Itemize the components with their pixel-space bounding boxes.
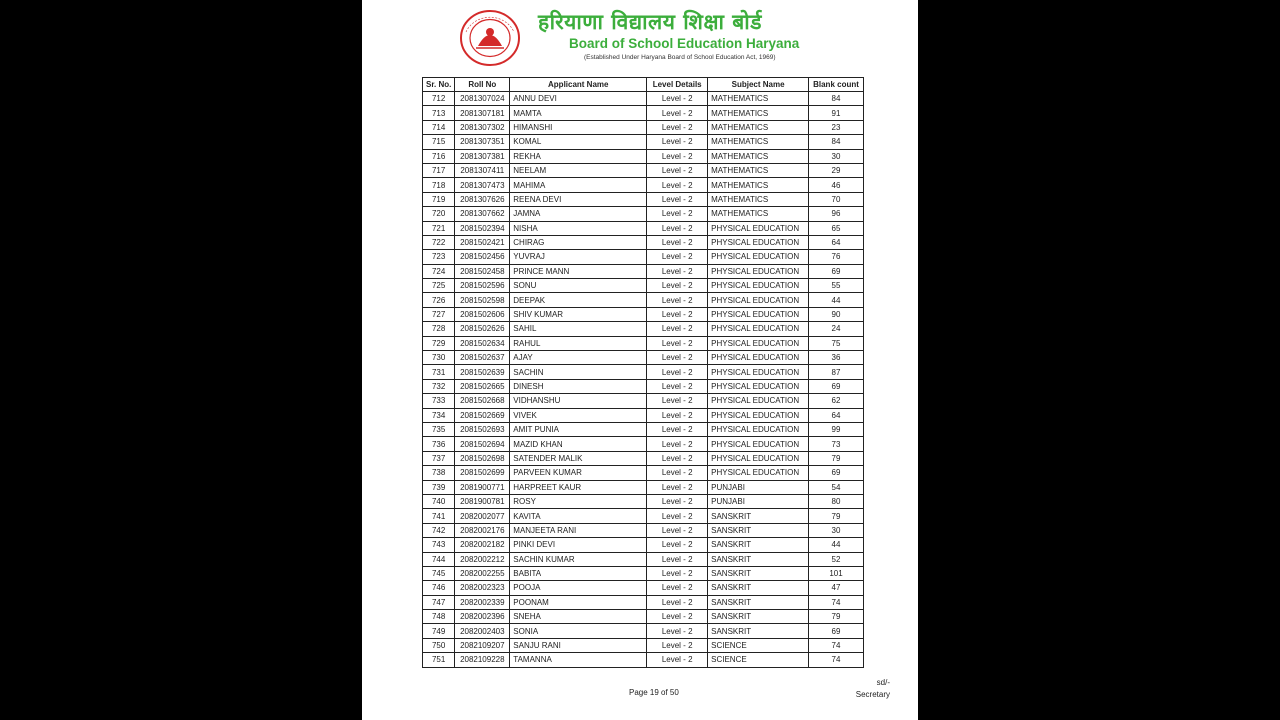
subject-cell: SCIENCE bbox=[708, 653, 809, 667]
sr-no-cell: 719 bbox=[423, 192, 455, 206]
roll-no-cell: 2081502698 bbox=[455, 451, 510, 465]
subject-cell: MATHEMATICS bbox=[708, 178, 809, 192]
roll-no-cell: 2081900771 bbox=[455, 480, 510, 494]
table-row bbox=[423, 322, 864, 336]
roll-no-cell: 2081900781 bbox=[455, 494, 510, 508]
table-row bbox=[423, 307, 864, 321]
board-title-english: Board of School Education Haryana bbox=[569, 36, 800, 51]
blank-count-cell: 47 bbox=[809, 581, 864, 595]
blank-count-cell: 79 bbox=[809, 509, 864, 523]
subject-cell: PUNJABI bbox=[708, 494, 809, 508]
level-cell: Level - 2 bbox=[647, 480, 708, 494]
subject-cell: PHYSICAL EDUCATION bbox=[708, 307, 809, 321]
table-row bbox=[423, 437, 864, 451]
subject-cell: PHYSICAL EDUCATION bbox=[708, 351, 809, 365]
subject-cell: PHYSICAL EDUCATION bbox=[708, 451, 809, 465]
sr-no-cell: 744 bbox=[423, 552, 455, 566]
sr-no-cell: 715 bbox=[423, 135, 455, 149]
applicant-name-cell: POONAM bbox=[510, 595, 647, 609]
applicant-name-cell: SANJU RANI bbox=[510, 638, 647, 652]
roll-no-cell: 2081307626 bbox=[455, 192, 510, 206]
level-cell: Level - 2 bbox=[647, 365, 708, 379]
applicant-name-cell: JAMNA bbox=[510, 207, 647, 221]
applicant-name-cell: DEEPAK bbox=[510, 293, 647, 307]
table-row bbox=[423, 394, 864, 408]
level-cell: Level - 2 bbox=[647, 538, 708, 552]
table-row bbox=[423, 149, 864, 163]
table-row bbox=[423, 523, 864, 537]
table-row bbox=[423, 120, 864, 134]
table-row bbox=[423, 163, 864, 177]
table-row bbox=[423, 624, 864, 638]
table-row bbox=[423, 422, 864, 436]
subject-cell: MATHEMATICS bbox=[708, 120, 809, 134]
roll-no-cell: 2081307351 bbox=[455, 135, 510, 149]
level-cell: Level - 2 bbox=[647, 624, 708, 638]
roll-no-cell: 2081307473 bbox=[455, 178, 510, 192]
applicant-name-cell: YUVRAJ bbox=[510, 250, 647, 264]
blank-count-cell: 24 bbox=[809, 322, 864, 336]
blank-count-cell: 44 bbox=[809, 538, 864, 552]
sr-no-cell: 725 bbox=[423, 279, 455, 293]
level-cell: Level - 2 bbox=[647, 250, 708, 264]
applicant-name-cell: NEELAM bbox=[510, 163, 647, 177]
level-cell: Level - 2 bbox=[647, 552, 708, 566]
sr-no-cell: 713 bbox=[423, 106, 455, 120]
roll-no-cell: 2081502634 bbox=[455, 336, 510, 350]
sr-no-cell: 720 bbox=[423, 207, 455, 221]
sr-no-cell: 749 bbox=[423, 624, 455, 638]
sr-no-cell: 734 bbox=[423, 408, 455, 422]
level-cell: Level - 2 bbox=[647, 279, 708, 293]
subject-cell: PHYSICAL EDUCATION bbox=[708, 394, 809, 408]
sr-no-cell: 740 bbox=[423, 494, 455, 508]
table-row bbox=[423, 178, 864, 192]
subject-cell: PHYSICAL EDUCATION bbox=[708, 235, 809, 249]
sr-no-cell: 721 bbox=[423, 221, 455, 235]
level-cell: Level - 2 bbox=[647, 106, 708, 120]
subject-cell: MATHEMATICS bbox=[708, 207, 809, 221]
sr-no-cell: 726 bbox=[423, 293, 455, 307]
applicant-name-cell: PARVEEN KUMAR bbox=[510, 466, 647, 480]
applicant-name-cell: KAVITA bbox=[510, 509, 647, 523]
level-cell: Level - 2 bbox=[647, 394, 708, 408]
table-row bbox=[423, 466, 864, 480]
blank-count-cell: 96 bbox=[809, 207, 864, 221]
level-cell: Level - 2 bbox=[647, 207, 708, 221]
subject-cell: PHYSICAL EDUCATION bbox=[708, 365, 809, 379]
results-table bbox=[422, 77, 864, 668]
roll-no-cell: 2081502456 bbox=[455, 250, 510, 264]
roll-no-cell: 2082002255 bbox=[455, 566, 510, 580]
roll-no-cell: 2081502668 bbox=[455, 394, 510, 408]
blank-count-cell: 30 bbox=[809, 149, 864, 163]
applicant-name-cell: TAMANNA bbox=[510, 653, 647, 667]
level-cell: Level - 2 bbox=[647, 523, 708, 537]
sr-no-cell: 732 bbox=[423, 379, 455, 393]
level-cell: Level - 2 bbox=[647, 408, 708, 422]
header-applicant-name: Applicant Name bbox=[510, 78, 647, 92]
roll-no-cell: 2082002212 bbox=[455, 552, 510, 566]
roll-no-cell: 2081307024 bbox=[455, 92, 510, 106]
level-cell: Level - 2 bbox=[647, 135, 708, 149]
subject-cell: PHYSICAL EDUCATION bbox=[708, 293, 809, 307]
subject-cell: PHYSICAL EDUCATION bbox=[708, 408, 809, 422]
table-row bbox=[423, 106, 864, 120]
roll-no-cell: 2081502694 bbox=[455, 437, 510, 451]
subject-cell: SANSKRIT bbox=[708, 595, 809, 609]
subject-cell: MATHEMATICS bbox=[708, 163, 809, 177]
board-title-hindi: हरियाणा विद्यालय शिक्षा बोर्ड bbox=[538, 10, 762, 34]
subject-cell: SANSKRIT bbox=[708, 538, 809, 552]
header-level-details: Level Details bbox=[647, 78, 708, 92]
level-cell: Level - 2 bbox=[647, 566, 708, 580]
sr-no-cell: 748 bbox=[423, 610, 455, 624]
applicant-name-cell: MAZID KHAN bbox=[510, 437, 647, 451]
sr-no-cell: 723 bbox=[423, 250, 455, 264]
blank-count-cell: 69 bbox=[809, 624, 864, 638]
blank-count-cell: 101 bbox=[809, 566, 864, 580]
level-cell: Level - 2 bbox=[647, 192, 708, 206]
subject-cell: SCIENCE bbox=[708, 638, 809, 652]
blank-count-cell: 29 bbox=[809, 163, 864, 177]
blank-count-cell: 65 bbox=[809, 221, 864, 235]
subject-cell: SANSKRIT bbox=[708, 566, 809, 580]
blank-count-cell: 52 bbox=[809, 552, 864, 566]
applicant-name-cell: KOMAL bbox=[510, 135, 647, 149]
header-blank-count: Blank count bbox=[809, 78, 864, 92]
subject-cell: MATHEMATICS bbox=[708, 92, 809, 106]
table-row bbox=[423, 293, 864, 307]
blank-count-cell: 74 bbox=[809, 653, 864, 667]
sr-no-cell: 745 bbox=[423, 566, 455, 580]
document-page bbox=[362, 0, 918, 720]
table-row bbox=[423, 207, 864, 221]
blank-count-cell: 84 bbox=[809, 135, 864, 149]
level-cell: Level - 2 bbox=[647, 178, 708, 192]
blank-count-cell: 62 bbox=[809, 394, 864, 408]
table-row bbox=[423, 408, 864, 422]
level-cell: Level - 2 bbox=[647, 322, 708, 336]
roll-no-cell: 2082109207 bbox=[455, 638, 510, 652]
subject-cell: PHYSICAL EDUCATION bbox=[708, 279, 809, 293]
page-number: Page 19 of 50 bbox=[629, 688, 679, 697]
applicant-name-cell: BABITA bbox=[510, 566, 647, 580]
sr-no-cell: 747 bbox=[423, 595, 455, 609]
applicant-name-cell: SACHIN KUMAR bbox=[510, 552, 647, 566]
level-cell: Level - 2 bbox=[647, 638, 708, 652]
table-row bbox=[423, 595, 864, 609]
sr-no-cell: 722 bbox=[423, 235, 455, 249]
blank-count-cell: 87 bbox=[809, 365, 864, 379]
blank-count-cell: 30 bbox=[809, 523, 864, 537]
signature-mark: sd/- bbox=[876, 678, 890, 687]
blank-count-cell: 79 bbox=[809, 451, 864, 465]
subject-cell: MATHEMATICS bbox=[708, 106, 809, 120]
applicant-name-cell: HIMANSHI bbox=[510, 120, 647, 134]
sr-no-cell: 730 bbox=[423, 351, 455, 365]
roll-no-cell: 2081307381 bbox=[455, 149, 510, 163]
level-cell: Level - 2 bbox=[647, 653, 708, 667]
level-cell: Level - 2 bbox=[647, 307, 708, 321]
applicant-name-cell: CHIRAG bbox=[510, 235, 647, 249]
table-row bbox=[423, 538, 864, 552]
applicant-name-cell: MAMTA bbox=[510, 106, 647, 120]
roll-no-cell: 2082002182 bbox=[455, 538, 510, 552]
subject-cell: PHYSICAL EDUCATION bbox=[708, 264, 809, 278]
applicant-name-cell: ANNU DEVI bbox=[510, 92, 647, 106]
applicant-name-cell: AJAY bbox=[510, 351, 647, 365]
sr-no-cell: 731 bbox=[423, 365, 455, 379]
roll-no-cell: 2081502421 bbox=[455, 235, 510, 249]
sr-no-cell: 736 bbox=[423, 437, 455, 451]
roll-no-cell: 2081502626 bbox=[455, 322, 510, 336]
blank-count-cell: 23 bbox=[809, 120, 864, 134]
level-cell: Level - 2 bbox=[647, 264, 708, 278]
applicant-name-cell: MAHIMA bbox=[510, 178, 647, 192]
applicant-name-cell: SATENDER MALIK bbox=[510, 451, 647, 465]
applicant-name-cell: NISHA bbox=[510, 221, 647, 235]
level-cell: Level - 2 bbox=[647, 581, 708, 595]
applicant-name-cell: SACHIN bbox=[510, 365, 647, 379]
subject-cell: SANSKRIT bbox=[708, 523, 809, 537]
table-row bbox=[423, 451, 864, 465]
sr-no-cell: 718 bbox=[423, 178, 455, 192]
roll-no-cell: 2081502596 bbox=[455, 279, 510, 293]
level-cell: Level - 2 bbox=[647, 336, 708, 350]
level-cell: Level - 2 bbox=[647, 610, 708, 624]
roll-no-cell: 2081502669 bbox=[455, 408, 510, 422]
table-body bbox=[423, 92, 864, 668]
level-cell: Level - 2 bbox=[647, 466, 708, 480]
applicant-name-cell: PINKI DEVI bbox=[510, 538, 647, 552]
table-header-row bbox=[423, 78, 864, 92]
subject-cell: PHYSICAL EDUCATION bbox=[708, 437, 809, 451]
table-row bbox=[423, 221, 864, 235]
subject-cell: PHYSICAL EDUCATION bbox=[708, 422, 809, 436]
table-row bbox=[423, 638, 864, 652]
sr-no-cell: 746 bbox=[423, 581, 455, 595]
table-row bbox=[423, 552, 864, 566]
roll-no-cell: 2081307411 bbox=[455, 163, 510, 177]
applicant-name-cell: SAHIL bbox=[510, 322, 647, 336]
applicant-name-cell: SNEHA bbox=[510, 610, 647, 624]
blank-count-cell: 76 bbox=[809, 250, 864, 264]
applicant-name-cell: VIDHANSHU bbox=[510, 394, 647, 408]
blank-count-cell: 54 bbox=[809, 480, 864, 494]
table-row bbox=[423, 581, 864, 595]
roll-no-cell: 2082002396 bbox=[455, 610, 510, 624]
blank-count-cell: 70 bbox=[809, 192, 864, 206]
applicant-name-cell: SONIA bbox=[510, 624, 647, 638]
header-subject-name: Subject Name bbox=[708, 78, 809, 92]
sr-no-cell: 737 bbox=[423, 451, 455, 465]
blank-count-cell: 64 bbox=[809, 408, 864, 422]
header-sr-no: Sr. No. bbox=[423, 78, 455, 92]
level-cell: Level - 2 bbox=[647, 379, 708, 393]
board-subtitle: (Established Under Haryana Board of School Education Act, 1969) bbox=[584, 54, 776, 61]
level-cell: Level - 2 bbox=[647, 120, 708, 134]
subject-cell: PHYSICAL EDUCATION bbox=[708, 221, 809, 235]
level-cell: Level - 2 bbox=[647, 351, 708, 365]
sr-no-cell: 717 bbox=[423, 163, 455, 177]
sr-no-cell: 750 bbox=[423, 638, 455, 652]
roll-no-cell: 2081502598 bbox=[455, 293, 510, 307]
roll-no-cell: 2081502665 bbox=[455, 379, 510, 393]
table-row bbox=[423, 509, 864, 523]
table-row bbox=[423, 336, 864, 350]
roll-no-cell: 2082002323 bbox=[455, 581, 510, 595]
signature-block bbox=[856, 677, 890, 701]
sr-no-cell: 716 bbox=[423, 149, 455, 163]
roll-no-cell: 2081307181 bbox=[455, 106, 510, 120]
table-row bbox=[423, 264, 864, 278]
blank-count-cell: 74 bbox=[809, 638, 864, 652]
level-cell: Level - 2 bbox=[647, 437, 708, 451]
subject-cell: SANSKRIT bbox=[708, 552, 809, 566]
table-row bbox=[423, 192, 864, 206]
subject-cell: PHYSICAL EDUCATION bbox=[708, 250, 809, 264]
applicant-name-cell: DINESH bbox=[510, 379, 647, 393]
table-row bbox=[423, 351, 864, 365]
sr-no-cell: 727 bbox=[423, 307, 455, 321]
subject-cell: PHYSICAL EDUCATION bbox=[708, 379, 809, 393]
table-row bbox=[423, 235, 864, 249]
roll-no-cell: 2082109228 bbox=[455, 653, 510, 667]
blank-count-cell: 73 bbox=[809, 437, 864, 451]
table-row bbox=[423, 480, 864, 494]
table-row bbox=[423, 379, 864, 393]
sr-no-cell: 751 bbox=[423, 653, 455, 667]
board-seal-logo bbox=[460, 10, 520, 66]
blank-count-cell: 79 bbox=[809, 610, 864, 624]
applicant-name-cell: AMIT PUNIA bbox=[510, 422, 647, 436]
blank-count-cell: 44 bbox=[809, 293, 864, 307]
applicant-name-cell: POOJA bbox=[510, 581, 647, 595]
blank-count-cell: 84 bbox=[809, 92, 864, 106]
applicant-name-cell: MANJEETA RANI bbox=[510, 523, 647, 537]
sr-no-cell: 742 bbox=[423, 523, 455, 537]
blank-count-cell: 69 bbox=[809, 466, 864, 480]
roll-no-cell: 2082002077 bbox=[455, 509, 510, 523]
level-cell: Level - 2 bbox=[647, 293, 708, 307]
table-row bbox=[423, 653, 864, 667]
subject-cell: MATHEMATICS bbox=[708, 135, 809, 149]
applicant-name-cell: RAHUL bbox=[510, 336, 647, 350]
subject-cell: PHYSICAL EDUCATION bbox=[708, 322, 809, 336]
level-cell: Level - 2 bbox=[647, 92, 708, 106]
blank-count-cell: 74 bbox=[809, 595, 864, 609]
table-row bbox=[423, 610, 864, 624]
sr-no-cell: 743 bbox=[423, 538, 455, 552]
subject-cell: SANSKRIT bbox=[708, 581, 809, 595]
roll-no-cell: 2081502606 bbox=[455, 307, 510, 321]
subject-cell: SANSKRIT bbox=[708, 509, 809, 523]
sr-no-cell: 728 bbox=[423, 322, 455, 336]
applicant-name-cell: REKHA bbox=[510, 149, 647, 163]
level-cell: Level - 2 bbox=[647, 221, 708, 235]
subject-cell: SANSKRIT bbox=[708, 610, 809, 624]
subject-cell: PHYSICAL EDUCATION bbox=[708, 466, 809, 480]
signatory-title: Secretary bbox=[855, 690, 890, 699]
blank-count-cell: 69 bbox=[809, 264, 864, 278]
roll-no-cell: 2081307662 bbox=[455, 207, 510, 221]
blank-count-cell: 99 bbox=[809, 422, 864, 436]
table-row bbox=[423, 365, 864, 379]
subject-cell: SANSKRIT bbox=[708, 624, 809, 638]
blank-count-cell: 46 bbox=[809, 178, 864, 192]
roll-no-cell: 2081502639 bbox=[455, 365, 510, 379]
sr-no-cell: 735 bbox=[423, 422, 455, 436]
sr-no-cell: 714 bbox=[423, 120, 455, 134]
level-cell: Level - 2 bbox=[647, 595, 708, 609]
sr-no-cell: 733 bbox=[423, 394, 455, 408]
level-cell: Level - 2 bbox=[647, 422, 708, 436]
table-row bbox=[423, 250, 864, 264]
blank-count-cell: 64 bbox=[809, 235, 864, 249]
applicant-name-cell: ROSY bbox=[510, 494, 647, 508]
blank-count-cell: 55 bbox=[809, 279, 864, 293]
roll-no-cell: 2081307302 bbox=[455, 120, 510, 134]
roll-no-cell: 2081502394 bbox=[455, 221, 510, 235]
blank-count-cell: 75 bbox=[809, 336, 864, 350]
level-cell: Level - 2 bbox=[647, 235, 708, 249]
roll-no-cell: 2081502693 bbox=[455, 422, 510, 436]
table-row bbox=[423, 135, 864, 149]
blank-count-cell: 69 bbox=[809, 379, 864, 393]
roll-no-cell: 2081502458 bbox=[455, 264, 510, 278]
blank-count-cell: 80 bbox=[809, 494, 864, 508]
level-cell: Level - 2 bbox=[647, 451, 708, 465]
table-row bbox=[423, 566, 864, 580]
sr-no-cell: 741 bbox=[423, 509, 455, 523]
applicant-name-cell: SHIV KUMAR bbox=[510, 307, 647, 321]
roll-no-cell: 2081502699 bbox=[455, 466, 510, 480]
applicant-name-cell: HARPREET KAUR bbox=[510, 480, 647, 494]
subject-cell: MATHEMATICS bbox=[708, 149, 809, 163]
roll-no-cell: 2081502637 bbox=[455, 351, 510, 365]
table-row bbox=[423, 92, 864, 106]
sr-no-cell: 738 bbox=[423, 466, 455, 480]
blank-count-cell: 90 bbox=[809, 307, 864, 321]
roll-no-cell: 2082002176 bbox=[455, 523, 510, 537]
table-row bbox=[423, 494, 864, 508]
applicant-name-cell: REENA DEVI bbox=[510, 192, 647, 206]
blank-count-cell: 91 bbox=[809, 106, 864, 120]
applicant-name-cell: SONU bbox=[510, 279, 647, 293]
applicant-name-cell: PRINCE MANN bbox=[510, 264, 647, 278]
level-cell: Level - 2 bbox=[647, 494, 708, 508]
level-cell: Level - 2 bbox=[647, 149, 708, 163]
sr-no-cell: 729 bbox=[423, 336, 455, 350]
subject-cell: PHYSICAL EDUCATION bbox=[708, 336, 809, 350]
applicant-name-cell: VIVEK bbox=[510, 408, 647, 422]
level-cell: Level - 2 bbox=[647, 163, 708, 177]
subject-cell: MATHEMATICS bbox=[708, 192, 809, 206]
roll-no-cell: 2082002339 bbox=[455, 595, 510, 609]
level-cell: Level - 2 bbox=[647, 509, 708, 523]
blank-count-cell: 36 bbox=[809, 351, 864, 365]
header-roll-no: Roll No bbox=[455, 78, 510, 92]
sr-no-cell: 724 bbox=[423, 264, 455, 278]
sr-no-cell: 739 bbox=[423, 480, 455, 494]
table-row bbox=[423, 279, 864, 293]
subject-cell: PUNJABI bbox=[708, 480, 809, 494]
sr-no-cell: 712 bbox=[423, 92, 455, 106]
roll-no-cell: 2082002403 bbox=[455, 624, 510, 638]
